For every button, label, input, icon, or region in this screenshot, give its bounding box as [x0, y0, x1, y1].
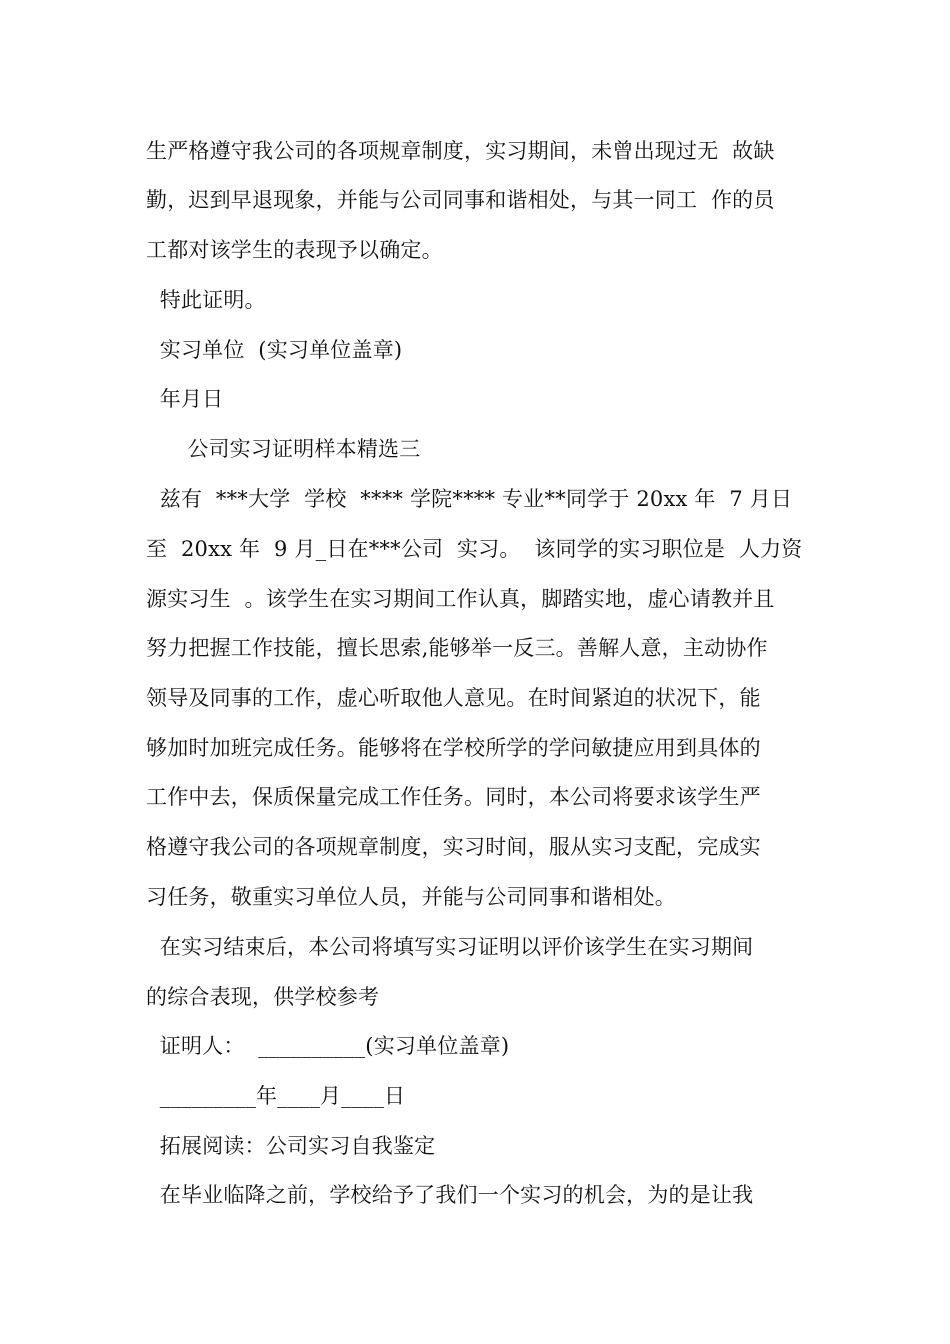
- certifier-line: 证明人： __________(实习单位盖章): [146, 1034, 510, 1058]
- date-line: 年月日: [146, 387, 224, 411]
- extended-reading-heading: 拓展阅读：公司实习自我鉴定: [146, 1134, 436, 1158]
- body-text-line: 工作中去，保质保量完成工作任务。同时，本公司将要求该学生严: [146, 785, 761, 809]
- body-text-line: 领导及同事的工作，虚心听取他人意见。在时间紧迫的状况下，能: [146, 686, 761, 710]
- body-text-line: 至 20xx 年 9 月_日在***公司 实习。 该同学的实习职位是 人力资: [146, 537, 803, 561]
- internship-unit-line: 实习单位 (实习单位盖章): [146, 338, 403, 362]
- body-text-line: 源实习生 。该学生在实习期间工作认真，脚踏实地，虚心请教并且: [146, 587, 775, 611]
- body-text-line: 习任务，敬重实习单位人员，并能与公司同事和谐相处。: [146, 885, 676, 909]
- body-text-line: 兹有 ***大学 学校 **** 学院**** 专业**同学于 20xx 年 7 月日: [146, 487, 793, 511]
- body-text-line: 在毕业临降之前，学校给予了我们一个实习的机会，为的是让我: [146, 1183, 754, 1207]
- certification-statement: 特此证明。: [146, 288, 266, 312]
- body-text-line: 的综合表现，供学校参考: [146, 985, 380, 1009]
- body-text-line: 在实习结束后，本公司将填写实习证明以评价该学生在实习期间: [146, 935, 754, 959]
- body-text-line: 勤，迟到早退现象，并能与公司同事和谐相处，与其一同工 作的员: [146, 188, 775, 212]
- body-text-line: 生严格遵守我公司的各项规章制度，实习期间，未曾出现过无 故缺: [146, 139, 775, 163]
- body-text-line: 努力把握工作技能，擅长思索,能够举一反三。善解人意，主动协作: [146, 636, 768, 660]
- signature-date-line: _________年____月____日: [146, 1084, 406, 1108]
- body-text-line: 格遵守我公司的各项规章制度，实习时间，服从实习支配，完成实: [146, 835, 761, 859]
- body-text-line: 够加时加班完成任务。能够将在学校所学的学问敏捷应用到具体的: [146, 736, 761, 760]
- body-text-line: 工都对该学生的表现予以确定。: [146, 238, 443, 262]
- section-heading: 公司实习证明样本精选三: [146, 437, 421, 461]
